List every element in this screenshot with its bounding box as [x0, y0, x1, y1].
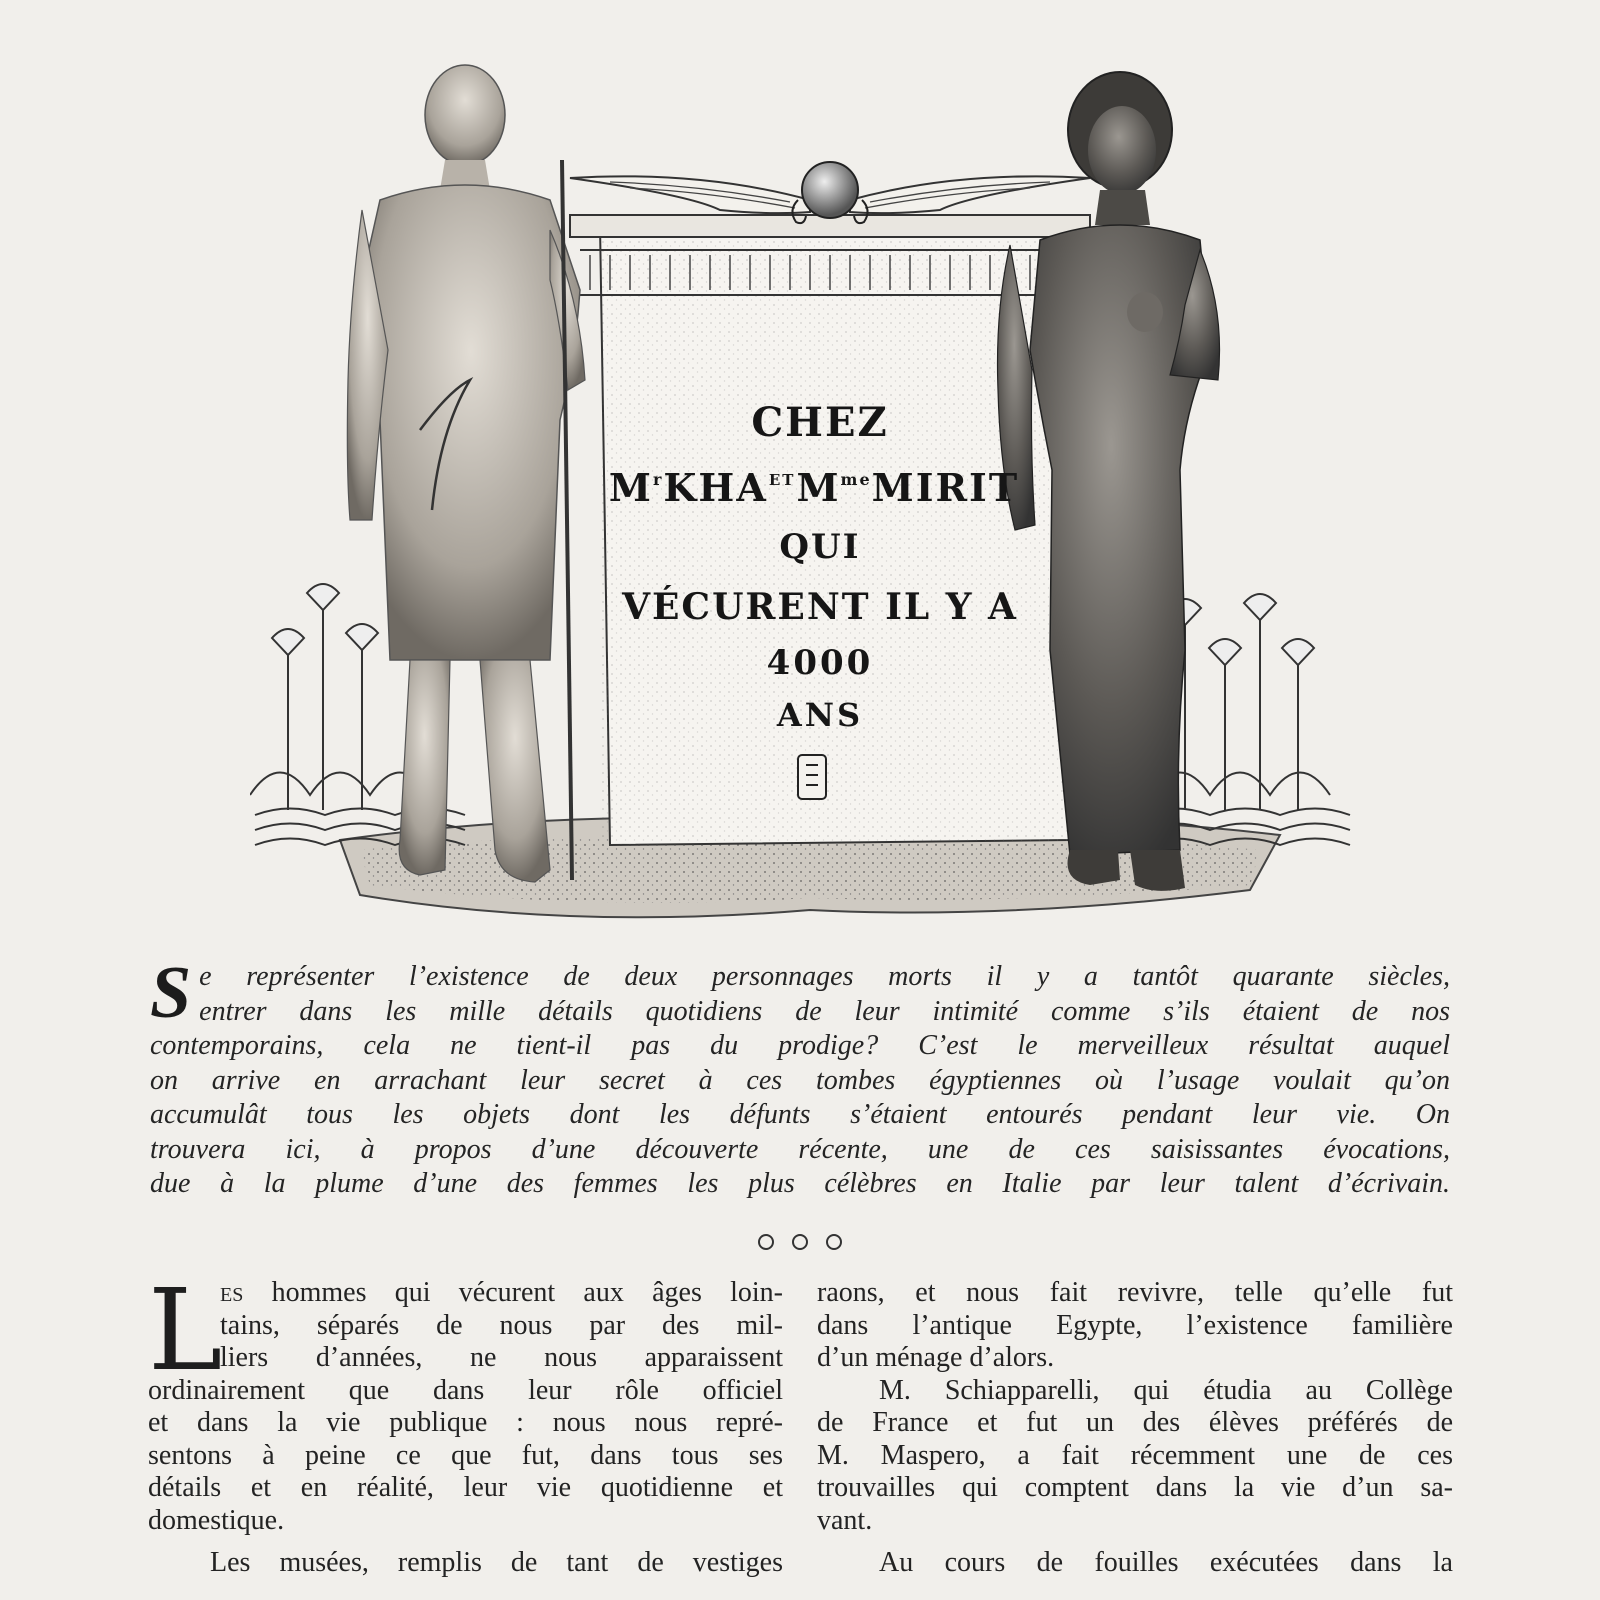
circle-ornament-icon	[826, 1234, 842, 1250]
title-line-years: 4000	[766, 643, 874, 683]
circle-ornament-icon	[792, 1234, 808, 1250]
right-line: raons, et nous fait revivre, telle qu’elle fut	[817, 1277, 1453, 1308]
right-column	[817, 1277, 1453, 1580]
title-line-names	[598, 451, 1030, 517]
left-line-text: hommes qui vécurent aux âges loin-	[271, 1277, 783, 1308]
left-line: ordinairement que dans leur rôle officiel	[148, 1374, 783, 1406]
title-mme: M	[796, 465, 841, 510]
right-line: M. Schiapparelli, qui étudia au Collège	[879, 1374, 1453, 1406]
left-dropcap: L	[148, 1266, 223, 1396]
right-line: M. Maspero, a fait récemment une de ces	[817, 1439, 1453, 1471]
title-line-chez: CHEZ	[751, 399, 889, 446]
title-mme-sup: me	[840, 470, 872, 489]
intro-line: due à la plume d’une des femmes les plus célèbres en Italie par leur talent d’écrivain.	[150, 1168, 1450, 1199]
right-line: de France et fut un des élèves préférés de	[817, 1407, 1453, 1438]
title-et: ET	[768, 471, 796, 489]
left-line	[148, 1277, 783, 1310]
title-mr: M	[608, 465, 653, 510]
right-line: trouvailles qui comptent dans la vie d’un sa-	[817, 1472, 1453, 1503]
male-statue-figure	[347, 65, 585, 882]
intro-line: entrer dans les mille détails quotidiens de leur intimité comme s’ils étaient de nos	[199, 995, 1450, 1027]
title-kha: KHA	[663, 465, 768, 510]
left-line: sentons à peine ce que fut, dans tous ses	[148, 1439, 783, 1471]
intro-paragraph	[150, 952, 1450, 1202]
header-illustration	[250, 50, 1360, 945]
cartouche-icon	[798, 755, 826, 799]
left-line: liers d’années, ne nous apparaissent	[220, 1342, 783, 1373]
illustration-title	[610, 395, 1030, 741]
left-first-word: es	[220, 1277, 244, 1308]
circle-ornament-icon	[758, 1234, 774, 1250]
title-line-ans: ANS	[776, 696, 864, 734]
intro-line: accumulât tous les objets dont les défunts s’étaient entourés pendant leur vie. On	[150, 1099, 1450, 1130]
right-line: vant.	[817, 1504, 873, 1536]
left-line: Les musées, remplis de tant de vestiges	[210, 1547, 783, 1578]
right-line: Au cours de fouilles exécutées dans la	[879, 1547, 1453, 1578]
winged-sun-icon	[570, 162, 1090, 223]
section-separator	[735, 1234, 865, 1255]
left-line: et dans la vie publique : nous nous repré-	[148, 1407, 783, 1438]
title-line-vecurent: VÉCURENT IL Y A	[622, 586, 1018, 628]
left-column	[148, 1266, 783, 1580]
title-mirit: MIRIT	[871, 465, 1020, 510]
right-line: dans l’antique Egypte, l’existence familière	[817, 1309, 1453, 1341]
intro-line: e représenter l’existence de deux personnages morts il y a tantôt quarante siècles,	[199, 961, 1450, 992]
intro-line: trouvera ici, à propos d’une découverte récente, une de ces saisissantes évocations,	[150, 1133, 1450, 1165]
right-line: d’un ménage d’alors.	[817, 1342, 1055, 1373]
intro-dropcap: S	[150, 952, 192, 1034]
title-mr-sup: r	[652, 470, 664, 489]
left-line: détails et en réalité, leur vie quotidienne et	[148, 1472, 783, 1503]
intro-line: on arrive en arrachant leur secret à ces tombes égyptiennes où l’usage voulait qu’on	[150, 1064, 1450, 1096]
left-line: domestique.	[148, 1504, 285, 1536]
left-line: tains, séparés de nous par des mil-	[220, 1309, 783, 1341]
title-line-qui: QUI	[779, 527, 861, 567]
intro-line: contemporains, cela ne tient-il pas du prodige? C’est le merveilleux résultat auquel	[150, 1030, 1450, 1061]
